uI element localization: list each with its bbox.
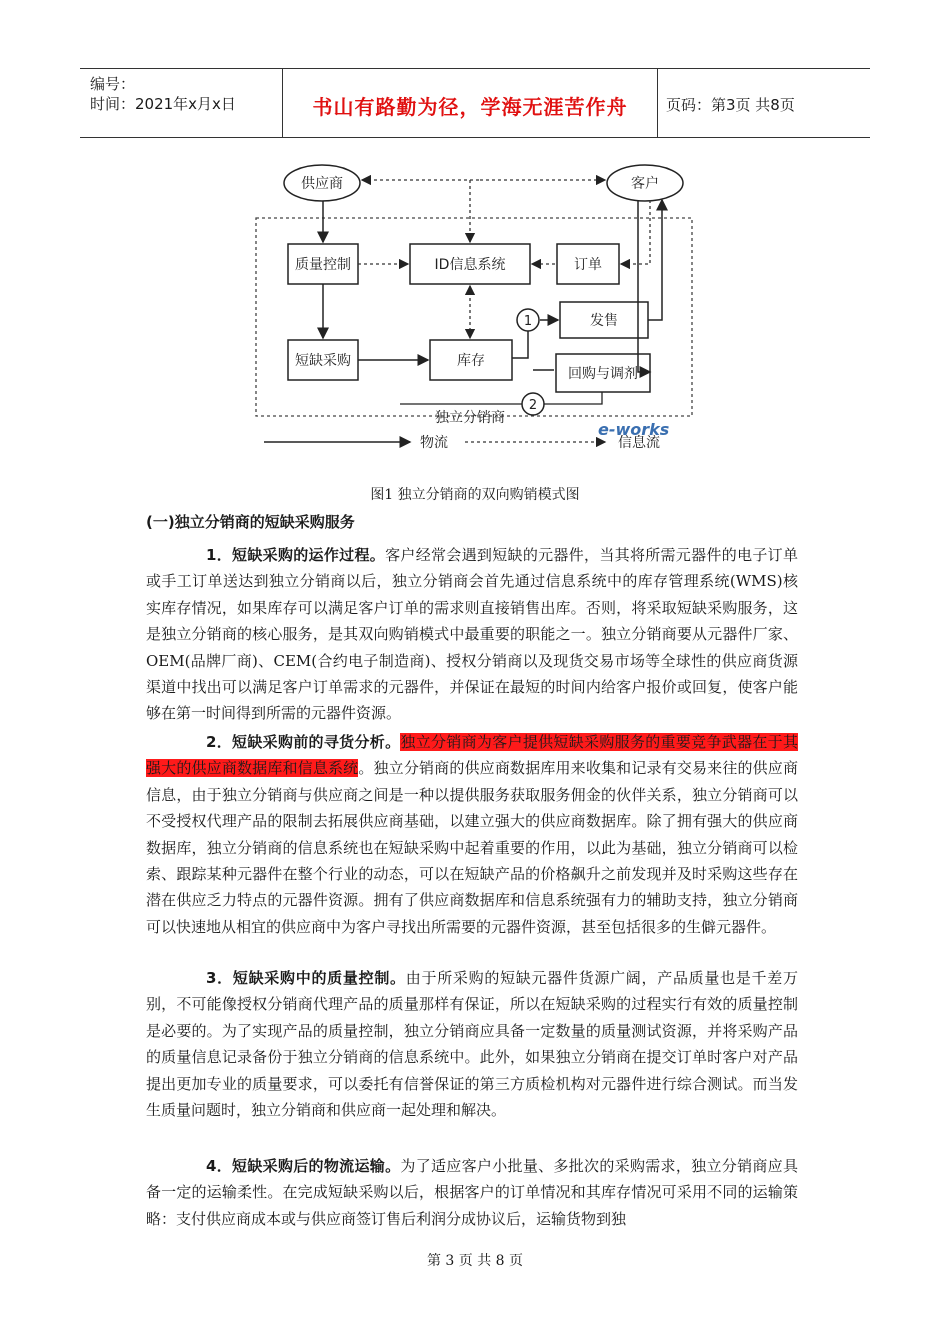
distribution-diagram bbox=[250, 160, 700, 460]
paragraph-4-lead: 4．短缺采购后的物流运输。 bbox=[206, 1157, 401, 1175]
header-page-number: 页码：第3页 共8页 bbox=[666, 96, 795, 114]
order-label: 订单 bbox=[574, 257, 602, 273]
buyback-label: 回购与调剂 bbox=[568, 366, 638, 382]
paragraph-3-text: 由于所采购的短缺元器件货源广阔，产品质量也是千差万别，不可能像授权分销商代理产品的质量那样有保证，所以在短缺采购的过程实行有效的质量控制是必要的。为了实现产品的质量控制，独立分销商应具备一定数量的质量测试资源，并将采购产品的质量信息记录备份于独立分销商的信息系统中。此外，如果独立分销商在提交订单时客户对产品提出更加专业的质量要求，可以委托有信誉保证的第三方质检机构对元器件进行综合测试。而当发生质量问题时，独立分销商和供应商一起处理和解决。 bbox=[146, 969, 798, 1120]
arrow-customer-buyback bbox=[638, 200, 650, 372]
paragraph-4-text: 为了适应客户小批量、多批次的采购需求，独立分销商应具备一定的运输柔性。在完成短缺采购以后，根据客户的订单情况和其库存情况可采用不同的运输策略：支付供应商成本或与供应商签订售后利润分成协议后，运输货物到独 bbox=[146, 1157, 798, 1228]
paragraph-1 bbox=[146, 542, 798, 727]
paragraph-1-lead: 1．短缺采购的运作过程。 bbox=[206, 546, 386, 564]
paragraph-3 bbox=[146, 965, 798, 1123]
customer-label: 客户 bbox=[631, 176, 659, 192]
id-system-label: ID信息系统 bbox=[434, 257, 506, 273]
section-title: (一)独立分销商的短缺采购服务 bbox=[146, 513, 355, 531]
page-header bbox=[80, 68, 870, 138]
figure-caption: 图1 独立分销商的双向购销模式图 bbox=[370, 487, 580, 503]
diagram-svg bbox=[250, 160, 700, 460]
distributor-label: 独立分销商 bbox=[435, 410, 505, 426]
header-meta-cell bbox=[80, 69, 283, 137]
header-page-cell bbox=[658, 69, 870, 137]
paragraph-2 bbox=[146, 729, 798, 940]
paragraph-2-lead: 2．短缺采购前的寻货分析。 bbox=[206, 733, 401, 751]
supplier-label: 供应商 bbox=[301, 176, 343, 192]
marker-1-label: 1 bbox=[523, 314, 533, 329]
legend-info-label: 信息流 bbox=[618, 435, 660, 451]
eworks-logo: e-works bbox=[598, 420, 670, 439]
marker-2-label: 2 bbox=[528, 398, 538, 413]
arrow-inventory-junction bbox=[512, 330, 528, 358]
paragraph-2-highlight: 独立分销商为客户提供短缺采购服务的重要竞争武器在于其强大的供应商数据库和信息系统 bbox=[146, 733, 798, 778]
document-date: 时间：2021年x月x日 bbox=[90, 95, 236, 113]
paragraph-4 bbox=[146, 1153, 798, 1232]
header-motto-cell bbox=[283, 69, 658, 137]
document-number: 编号： bbox=[90, 75, 136, 93]
header-motto: 书山有路勤为径，学海无涯苦作舟 bbox=[312, 95, 628, 119]
sales-label: 发售 bbox=[590, 313, 618, 329]
quality-control-label: 质量控制 bbox=[295, 257, 351, 273]
legend-logistics-label: 物流 bbox=[420, 435, 448, 451]
info-customer-order bbox=[621, 200, 650, 264]
arrow-buyback-return bbox=[400, 392, 602, 404]
paragraph-3-lead: 3．短缺采购中的质量控制。 bbox=[206, 969, 406, 987]
paragraph-2-text: 。独立分销商的供应商数据库用来收集和记录有交易来往的供应商信息，由于独立分销商与供应商之间是一种以提供服务获取服务佣金的伙伴关系，独立分销商可以不受授权代理产品的限制去拓展供应商基础，以建立强大的供应商数据库。除了拥有强大的供应商数据库，独立分销商的信息系统也在短缺采购中起着重要的作用，以此为基础，独立分销商可以检索、跟踪某种元器件在整个行业的动态，可以在短缺产品的价格飙升之前发现并及时采购这些存在潜在供应乏力特点的元器件资源。拥有了供应商数据库和信息系统强有力的辅助支持，独立分销商可以快速地从相宜的供应商中为客户寻找出所需要的元器件资源，甚至包括很多的生僻元器件。 bbox=[146, 759, 798, 936]
inventory-label: 库存 bbox=[457, 353, 485, 369]
shortage-purchase-label: 短缺采购 bbox=[295, 353, 351, 369]
page-footer: 第 3 页 共 8 页 bbox=[426, 1253, 524, 1269]
paragraph-1-text: 客户经常会遇到短缺的元器件，当其将所需元器件的电子订单或手工订单送达到独立分销商以后，独立分销商会首先通过信息系统中的库存管理系统(WMS)核实库存情况，如果库存可以满足客户订单的需求则直接销售出库。否则，将采取短缺采购服务，这是独立分销商的核心服务，是其双向购销模式中最重要的职能之一。独立分销商要从元器件厂家、OEM(品牌厂商)、CEM(合约电子制造商)、授权分销商以及现货交易市场等全球性的供应商货源渠道中找出可以满足客户订单需求的元器件，并保证在最短的时间内给客户报价或回复，使客户能够在第一时间得到所需的元器件资源。 bbox=[146, 546, 798, 723]
